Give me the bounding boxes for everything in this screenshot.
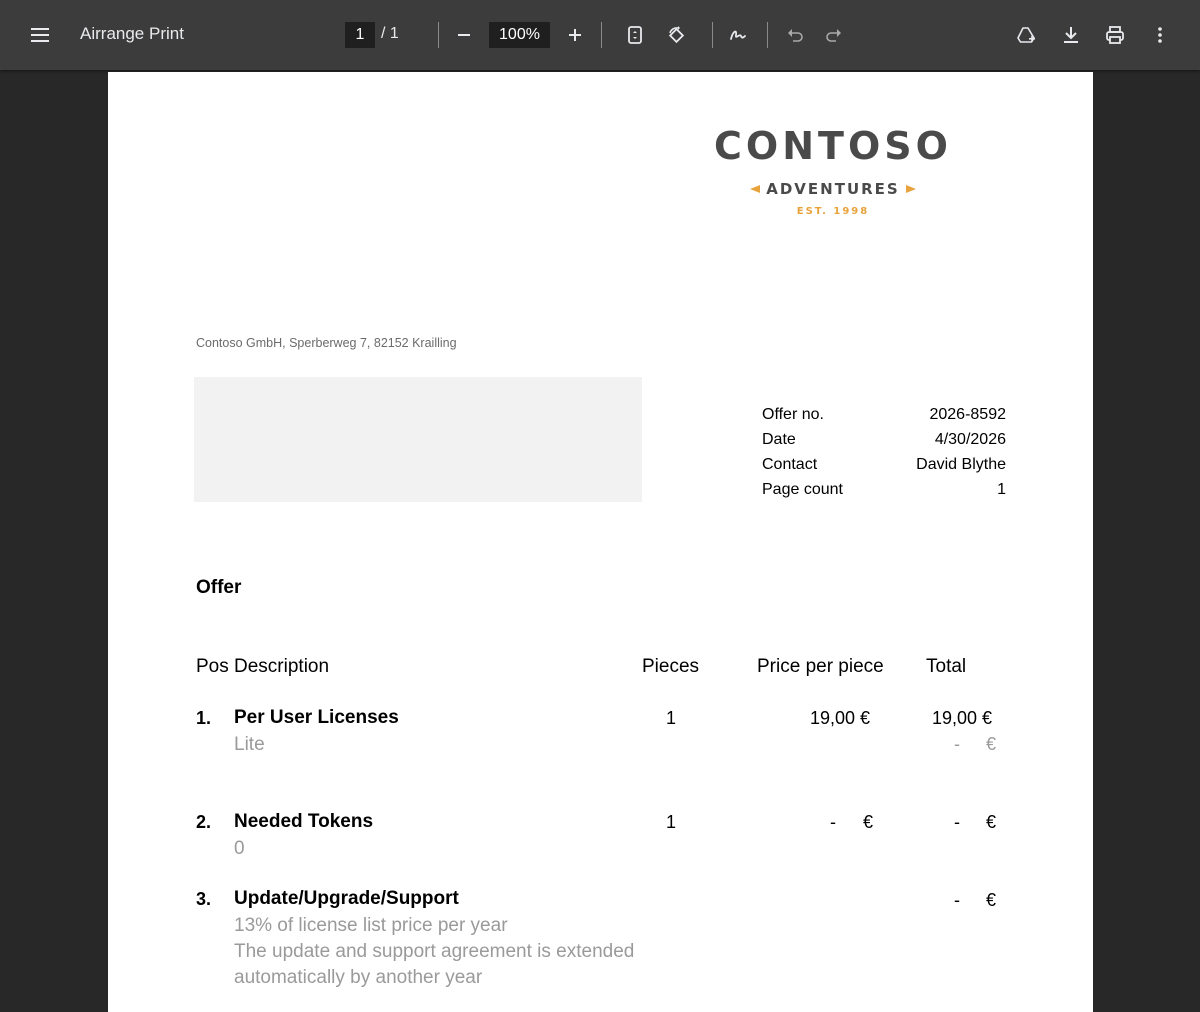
column-header-total: Total [926,656,967,677]
menu-button[interactable] [24,20,56,50]
meta-value: 1 [997,481,1006,498]
recipient-address-box [194,377,642,502]
toolbar-divider [712,22,713,48]
fit-page-button[interactable] [619,19,651,51]
print-button[interactable] [1099,19,1131,51]
logo-arrow-right-icon [906,185,916,193]
zoom-in-icon [565,25,585,45]
item-total: 19,00 € [932,708,993,728]
item-total-euro: € [986,890,997,910]
page-total: / 1 [381,25,399,42]
menu-icon [31,28,49,42]
add-to-drive-button[interactable] [1010,19,1042,51]
column-header-pos-description: Pos Description [196,656,330,677]
logo-sub-row [735,180,931,198]
meta-row [762,431,1006,456]
item-pieces: 1 [666,812,677,832]
add-to-drive-icon [1016,25,1036,45]
more-icon [1150,25,1170,45]
toolbar-divider [767,22,768,48]
download-button[interactable] [1055,19,1087,51]
print-icon [1105,25,1125,45]
sender-address: Contoso GmbH, Sperberweg 7, 82152 Krailling [196,336,457,350]
column-header-pieces: Pieces [642,656,700,677]
item-pieces: 1 [666,708,677,728]
offer-heading: Offer [196,577,242,598]
item-total-dash: - [954,890,960,910]
item-number: 3. [196,889,212,909]
annotate-button[interactable] [722,19,754,51]
redo-button[interactable] [818,19,850,51]
item-description: The update and support agreement is extended automatically by another year [234,941,635,988]
item-number: 1. [196,708,212,728]
meta-value: David Blythe [916,456,1006,473]
zoom-out-icon [454,25,474,45]
offer-meta-table [762,406,1006,506]
toolbar-divider [438,22,439,48]
fit-page-icon [625,25,645,45]
zoom-level-input[interactable]: 100% [489,22,550,48]
item-number: 2. [196,812,212,832]
undo-button[interactable] [779,19,811,51]
item-total-secondary-dash: - [954,734,960,754]
meta-row [762,481,1006,506]
item-price: 19,00 € [810,708,871,728]
item-subtitle: 0 [234,838,245,859]
annotate-icon [728,25,748,45]
item-total-euro: € [986,812,997,832]
zoom-out-button[interactable] [448,19,480,51]
logo-arrow-left-icon [750,185,760,193]
meta-label: Page count [762,481,843,498]
logo-sub-text: ADVENTURES [766,180,900,198]
more-options-button[interactable] [1144,19,1176,51]
undo-icon [785,25,805,45]
meta-value: 4/30/2026 [934,431,1006,448]
item-total-secondary-euro: € [986,734,997,754]
logo-established: EST. 1998 [796,206,870,217]
item-price-euro: € [863,812,874,832]
document-title: Airrange Print [80,24,184,43]
logo-main-text: CONTOSO [714,124,952,168]
meta-label: Contact [762,456,818,473]
pdf-toolbar [0,0,1200,70]
redo-icon [824,25,844,45]
page-number-input[interactable]: 1 [345,22,375,48]
rotate-button[interactable] [660,19,692,51]
meta-label: Offer no. [762,406,824,423]
column-header-price: Price per piece [757,656,884,677]
download-icon [1061,25,1081,45]
meta-value: 2026-8592 [929,406,1006,423]
meta-label: Date [762,431,796,448]
pdf-page [108,72,1093,1012]
zoom-in-button[interactable] [559,19,591,51]
rotate-icon [666,25,686,45]
item-title: Update/Upgrade/Support [234,888,459,909]
company-logo [698,124,968,219]
item-subtitle: Lite [234,734,265,755]
item-total-dash: - [954,812,960,832]
meta-row [762,456,1006,481]
meta-row [762,406,1006,431]
item-subtitle: 13% of license list price per year [234,915,508,936]
item-price-dash: - [830,812,836,832]
item-title: Needed Tokens [234,811,374,832]
toolbar-divider [601,22,602,48]
item-title: Per User Licenses [234,707,399,728]
